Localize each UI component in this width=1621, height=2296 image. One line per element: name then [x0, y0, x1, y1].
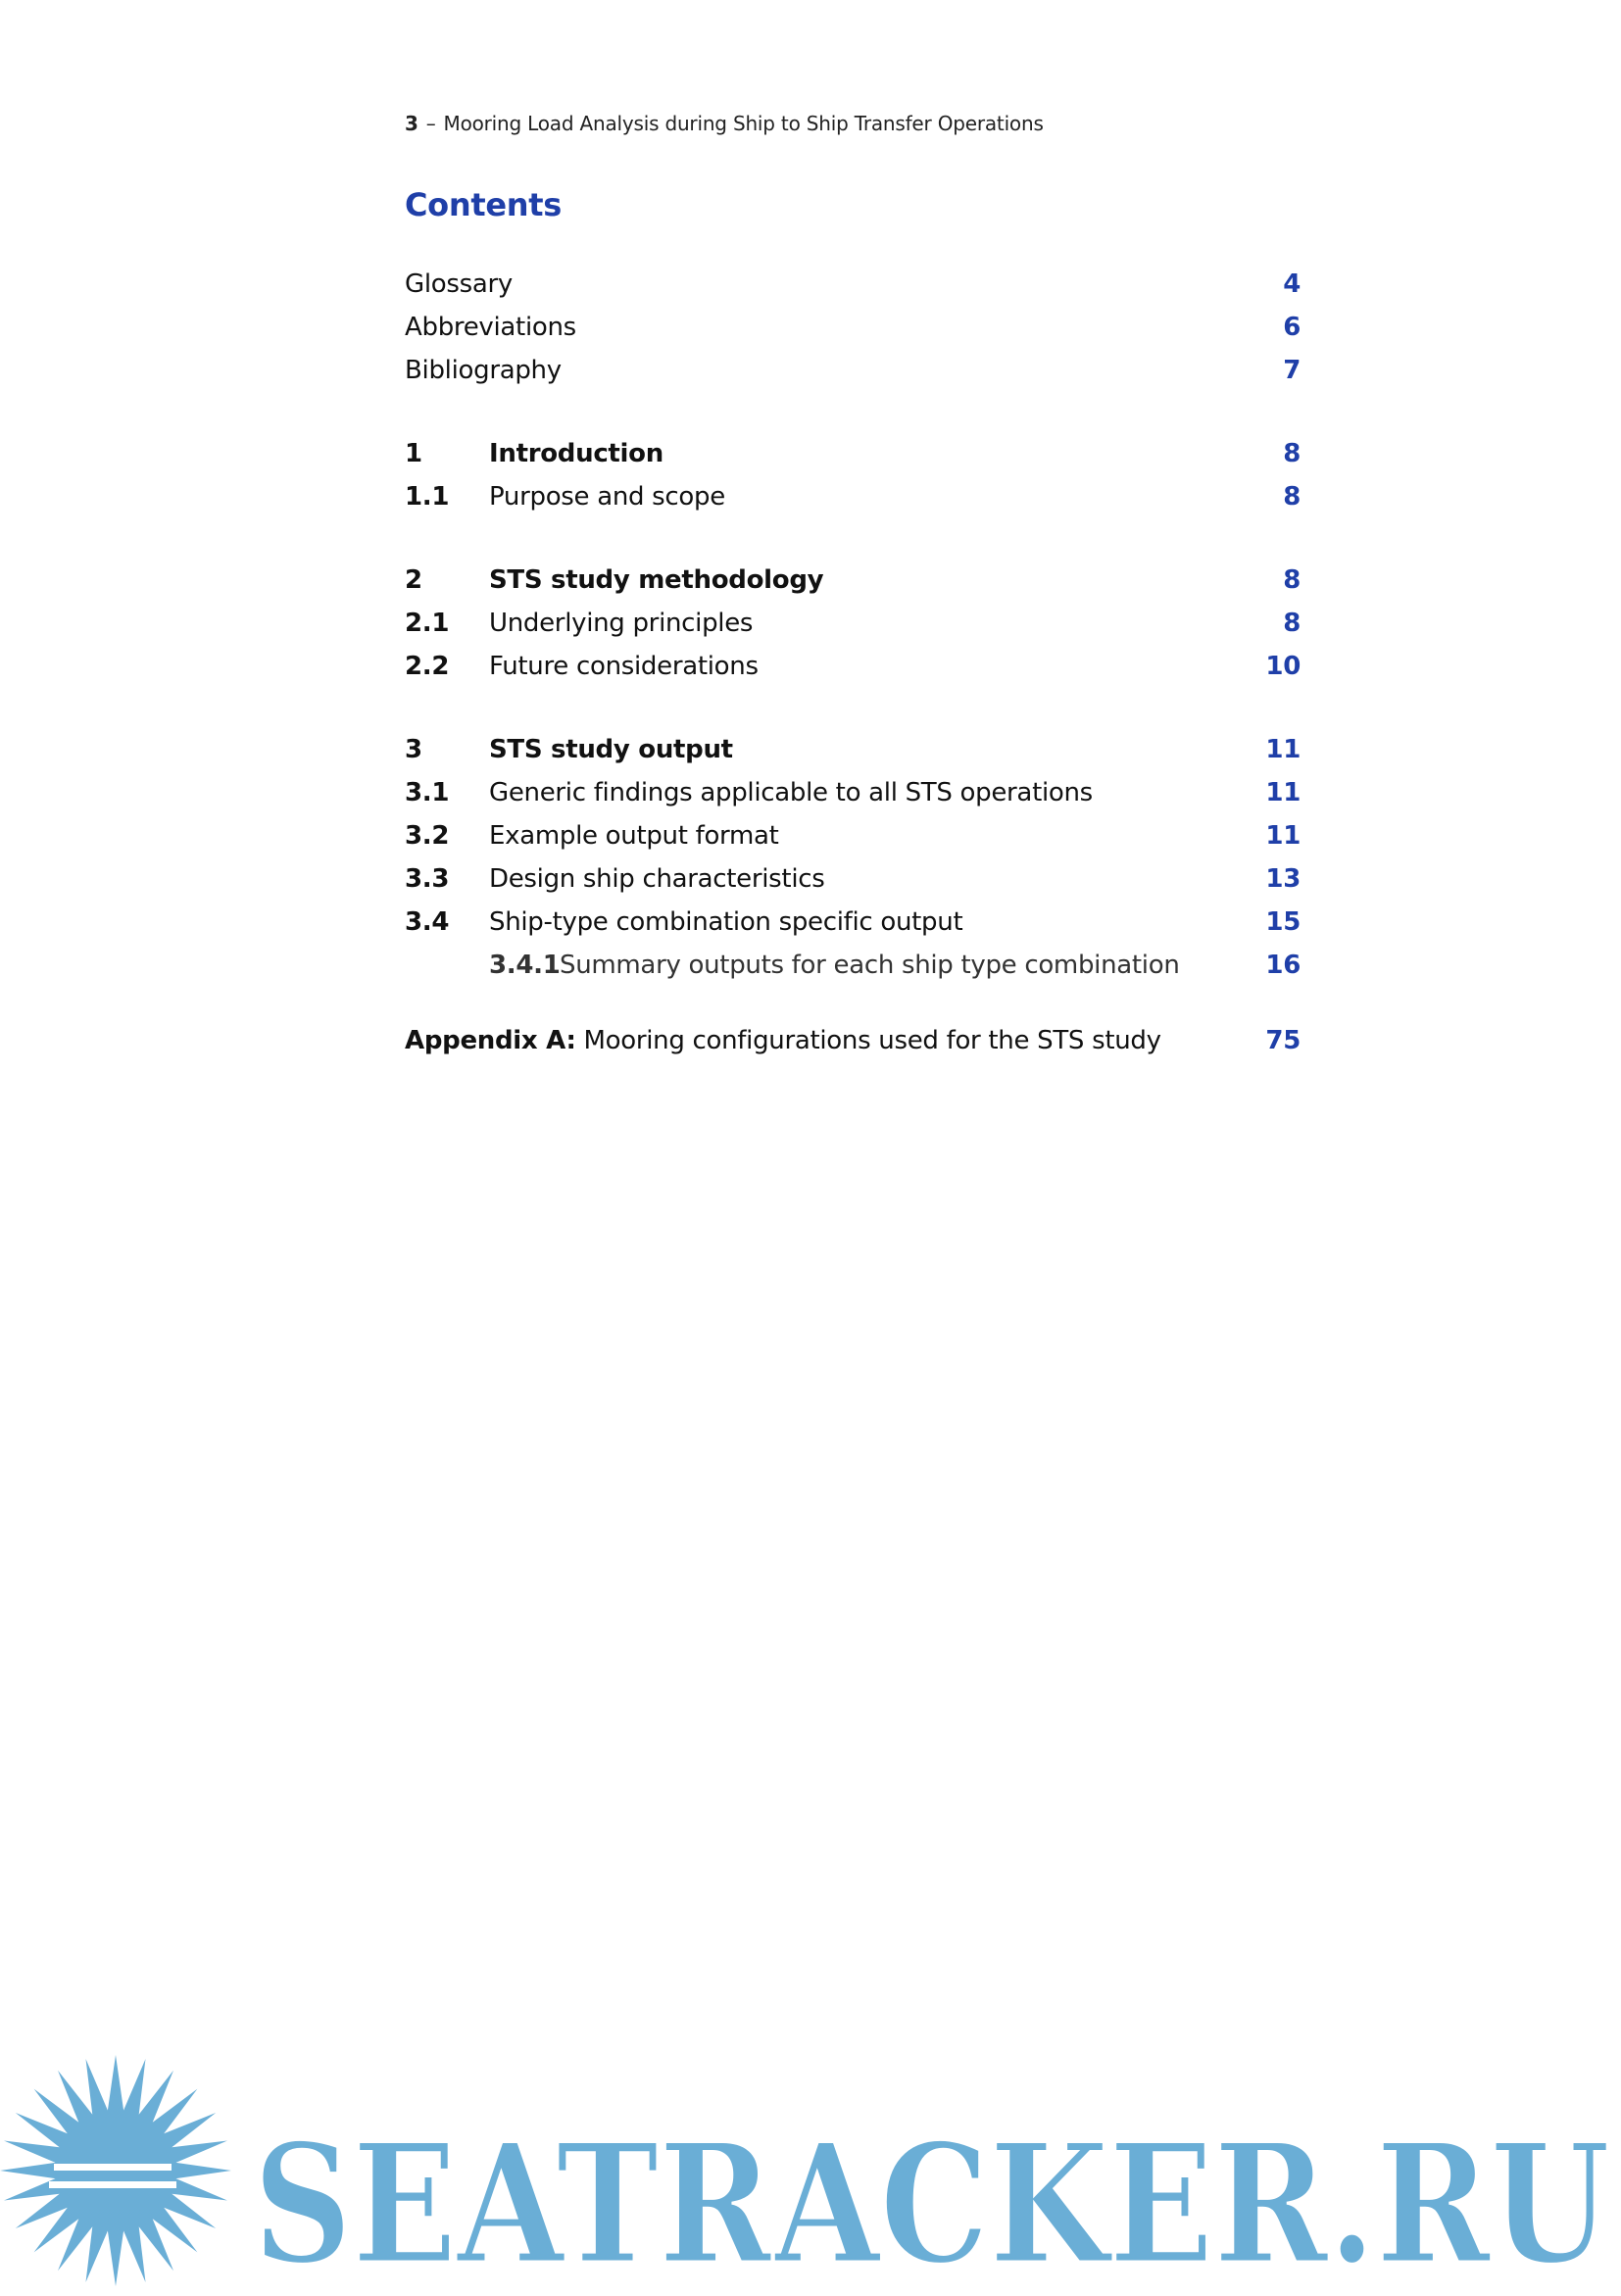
toc-entry-title	[405, 1021, 1161, 1060]
toc-entry-section-2[interactable]	[405, 561, 1301, 600]
toc-section-number: 3.2	[405, 821, 450, 851]
toc-entry-title: STS study output	[489, 735, 733, 764]
toc-entry-bibliography[interactable]	[405, 351, 1301, 390]
toc-entry-title: Ship-type combination specific output	[489, 907, 963, 937]
toc-section-number: 3.1	[405, 778, 450, 807]
toc-page-number: 8	[1283, 439, 1301, 468]
toc-section-number: 3.4	[405, 907, 450, 937]
toc-section-number: 1	[405, 439, 422, 468]
toc-entry-title: Purpose and scope	[489, 482, 725, 512]
appendix-title: Mooring configurations used for the STS study	[583, 1026, 1161, 1055]
toc-section-number: 2	[405, 565, 422, 595]
toc-entry-title: Glossary	[405, 269, 513, 299]
toc-section-number: 3	[405, 735, 422, 764]
toc-entry-section-2-2[interactable]	[405, 647, 1301, 686]
toc-entry-title: Generic findings applicable to all STS operations	[489, 778, 1093, 807]
toc-section-number: 2.2	[405, 652, 450, 681]
toc-page-number: 8	[1283, 609, 1301, 638]
toc-page-number: 11	[1265, 821, 1301, 851]
toc-entry-section-3-1[interactable]	[405, 773, 1301, 812]
toc-page-number: 75	[1265, 1026, 1301, 1055]
toc-entry-title: Underlying principles	[489, 609, 754, 638]
toc-section-number: 1.1	[405, 482, 450, 512]
toc-entry-title: Introduction	[489, 439, 663, 468]
watermark	[0, 2048, 1621, 2292]
toc-entry-title: Design ship characteristics	[489, 864, 825, 894]
watermark-text: SEATRACKER.RU	[253, 2107, 1610, 2292]
toc-entry-glossary[interactable]	[405, 265, 1301, 304]
toc-section-number: 2.1	[405, 609, 450, 638]
toc-entry-title: Future considerations	[489, 652, 759, 681]
toc-entry-section-3-3[interactable]	[405, 859, 1301, 899]
toc-page-number: 8	[1283, 565, 1301, 595]
toc-page-number: 10	[1265, 652, 1301, 681]
toc-page-number: 11	[1265, 735, 1301, 764]
toc-page-number: 4	[1283, 269, 1301, 299]
toc-entry-title: Summary outputs for each ship type combination	[560, 951, 1180, 980]
toc-entry-title: Example output format	[489, 821, 779, 851]
contents-heading: Contents	[405, 186, 562, 223]
running-header	[405, 112, 1044, 135]
toc-entry-title: Abbreviations	[405, 313, 576, 342]
toc-page-number: 8	[1283, 482, 1301, 512]
toc-entry-title: Bibliography	[405, 356, 562, 385]
appendix-label: Appendix A:	[405, 1026, 576, 1055]
toc-page-number: 16	[1265, 951, 1301, 980]
toc-entry-abbreviations[interactable]	[405, 308, 1301, 347]
toc-entry-appendix-a[interactable]	[405, 1021, 1301, 1060]
toc-entry-section-3-4-1[interactable]	[405, 946, 1301, 985]
toc-page-number: 6	[1283, 313, 1301, 342]
toc-entry-section-3-2[interactable]	[405, 816, 1301, 855]
toc-page-number: 11	[1265, 778, 1301, 807]
toc-section-number: 3.3	[405, 864, 450, 894]
toc-page-number: 7	[1283, 356, 1301, 385]
sun-burst-icon	[0, 2055, 231, 2286]
toc-section-number: 3.4.1	[489, 951, 561, 980]
toc-entry-section-3[interactable]	[405, 730, 1301, 769]
header-document-title: Mooring Load Analysis during Ship to Ship Transfer Operations	[443, 112, 1044, 135]
toc-entry-section-1-1[interactable]	[405, 477, 1301, 516]
header-separator: –	[425, 112, 436, 135]
toc-page-number: 15	[1265, 907, 1301, 937]
toc-entry-section-3-4[interactable]	[405, 903, 1301, 942]
header-page-number: 3	[405, 112, 418, 135]
toc-entry-section-1[interactable]	[405, 434, 1301, 473]
toc-page-number: 13	[1265, 864, 1301, 894]
watermark-graphic	[0, 2048, 1621, 2292]
toc-entry-section-2-1[interactable]	[405, 604, 1301, 643]
toc-entry-title: STS study methodology	[489, 565, 824, 595]
